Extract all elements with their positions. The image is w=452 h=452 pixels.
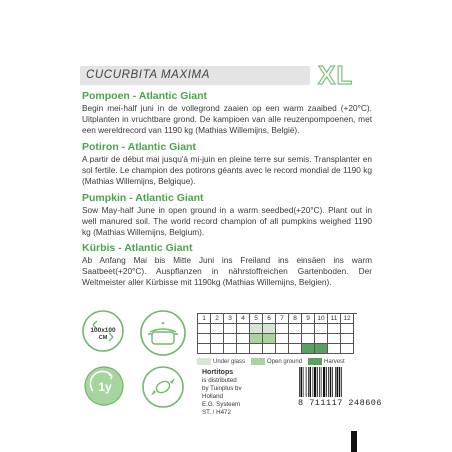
calendar-cell-harvest: [237, 344, 250, 354]
calendar-cell-under-glass: [263, 324, 276, 334]
barcode-bar: [337, 367, 339, 397]
month-header: 10: [315, 314, 328, 324]
calendar-cell-open-ground: [198, 334, 211, 344]
latin-name: CUCURBITA MAXIMA: [86, 69, 210, 81]
barcode-bar: [332, 367, 333, 397]
barcode-bar: [326, 367, 327, 397]
calendar-cell-open-ground: [250, 334, 263, 344]
calendar-cell-under-glass: [302, 324, 315, 334]
company-info: Hortitops is distributed by Tuinplus bv Holland E.G. Systeem ST. / H472: [202, 369, 242, 416]
calendar-cell-harvest: [302, 344, 315, 354]
company-name: Hortitops: [202, 369, 234, 376]
size-badge: XL: [318, 60, 354, 90]
calendar-cell-open-ground: [328, 334, 341, 344]
calendar-legend: [197, 358, 357, 365]
month-header: 9: [302, 314, 315, 324]
barcode-bar: [314, 367, 316, 397]
calendar-cell-under-glass: [198, 324, 211, 334]
calendar-cell-open-ground: [211, 334, 224, 344]
annual-lifecycle-icon: [84, 366, 124, 406]
month-header: 7: [276, 314, 289, 324]
month-header: 2: [211, 314, 224, 324]
barcode-bar: [339, 367, 341, 397]
barcode-bar: [330, 367, 332, 397]
calendar-cell-harvest: [263, 344, 276, 354]
month-header: 4: [237, 314, 250, 324]
barcode-bar: [317, 367, 318, 397]
spacing-icon: [82, 310, 124, 352]
section-body: Ab Anfang Mai bis Mitte Juni ins Freiland ins einsäen ins warm Saatbeet(+20°C). Auspflanzen in nährstoffreichen Gartenboden. Der Weltmeister aller Kürbisse mit 1190kg (Mathias Willemijns, Belgien).: [82, 255, 372, 287]
barcode-bar: [308, 367, 309, 397]
legend-open-ground: Open ground: [251, 358, 302, 365]
calendar-cell-under-glass: [289, 324, 302, 334]
barcode-bar: [335, 367, 336, 397]
section-title: Potiron - Atlantic Giant: [82, 141, 196, 153]
barcode-bar: [321, 367, 322, 397]
month-header: 8: [289, 314, 302, 324]
section-title: Pumpkin - Atlantic Giant: [82, 192, 204, 204]
legend-harvest: Harvest: [308, 358, 345, 365]
spacing-unit: CM: [98, 335, 108, 341]
month-header: 5: [250, 314, 263, 324]
calendar-cell-open-ground: [302, 334, 315, 344]
barcode-bars: [298, 367, 360, 397]
calendar-cell-open-ground: [276, 334, 289, 344]
calendar-cell-under-glass: [224, 324, 237, 334]
calendar-cell-harvest: [198, 344, 211, 354]
legend-under-glass: Under glass: [197, 358, 245, 365]
calendar-cell-under-glass: [237, 324, 250, 334]
barcode-bar: [310, 367, 312, 397]
calendar-grid: [197, 313, 357, 354]
barcode-number: 8 711117 248606: [298, 398, 383, 408]
section-body: Begin mei-half juni in de vollegrond zaaien op een warm zaaibed (+20°C). Uitplanten in vruchtbare grond. De kampioen van alle reuzenpompoenen, met een wereldrecord van 1190 kg (Mathias Willemijns, België).: [82, 103, 372, 135]
seed-icon: [142, 366, 184, 408]
calendar-cell-harvest: [315, 344, 328, 354]
barcode-bar: [313, 367, 314, 397]
barcode-bar: [299, 367, 300, 397]
sowing-calendar: [197, 313, 357, 365]
calendar-cell-open-ground: [289, 334, 302, 344]
calendar-cell-open-ground: [341, 334, 354, 344]
calendar-cell-open-ground: [315, 334, 328, 344]
barcode-bar: [328, 367, 329, 397]
calendar-cell-under-glass: [276, 324, 289, 334]
calendar-cell-harvest: [211, 344, 224, 354]
calendar-cell-open-ground: [263, 334, 276, 344]
calendar-cell-open-ground: [237, 334, 250, 344]
calendar-cell-harvest: [341, 344, 354, 354]
calendar-cell-under-glass: [315, 324, 328, 334]
section-english: [82, 192, 372, 238]
calendar-cell-harvest: [276, 344, 289, 354]
calendar-cell-under-glass: [341, 324, 354, 334]
barcode-bar: [319, 367, 320, 397]
month-header: 11: [328, 314, 341, 324]
lifecycle-text: 1y: [98, 380, 112, 394]
calendar-cell-under-glass: [250, 324, 263, 334]
calendar-cell-under-glass: [211, 324, 224, 334]
section-dutch: [82, 90, 372, 136]
calendar-cell-harvest: [250, 344, 263, 354]
month-header: 3: [224, 314, 237, 324]
section-body: Sow May-half June in open ground in a warm seedbed(+20°C). Plant out in well manured soil. The world record champion of all pumpkins weighed 1190 kg (Mathias Willemijns, Belgium).: [82, 205, 372, 237]
barcode-bar: [323, 367, 325, 397]
barcode: [298, 367, 383, 408]
section-german: [82, 242, 372, 288]
month-header: 12: [341, 314, 354, 324]
cooking-pot-icon: [140, 310, 186, 356]
edge-marker: [351, 431, 357, 452]
section-body: A partir de début mai jusqu'à mi-juin en pleine terre sur semis. Transplanter en sol fertile. Le champion des potirons géants avec le record mondial de 1190 kg (Mathias Willemijns, Belgique).: [82, 154, 372, 186]
calendar-cell-under-glass: [328, 324, 341, 334]
barcode-bar: [301, 367, 303, 397]
barcode-bar: [341, 367, 342, 397]
calendar-cell-harvest: [224, 344, 237, 354]
month-header: 1: [198, 314, 211, 324]
barcode-bar: [303, 367, 304, 397]
section-title: Pompoen - Atlantic Giant: [82, 90, 208, 102]
section-title: Kürbis - Atlantic Giant: [82, 242, 193, 254]
calendar-cell-open-ground: [224, 334, 237, 344]
section-french: [82, 141, 372, 187]
barcode-bar: [306, 367, 307, 397]
calendar-cell-harvest: [289, 344, 302, 354]
month-header: 6: [263, 314, 276, 324]
spacing-text: 100x100: [90, 327, 116, 334]
calendar-cell-harvest: [328, 344, 341, 354]
